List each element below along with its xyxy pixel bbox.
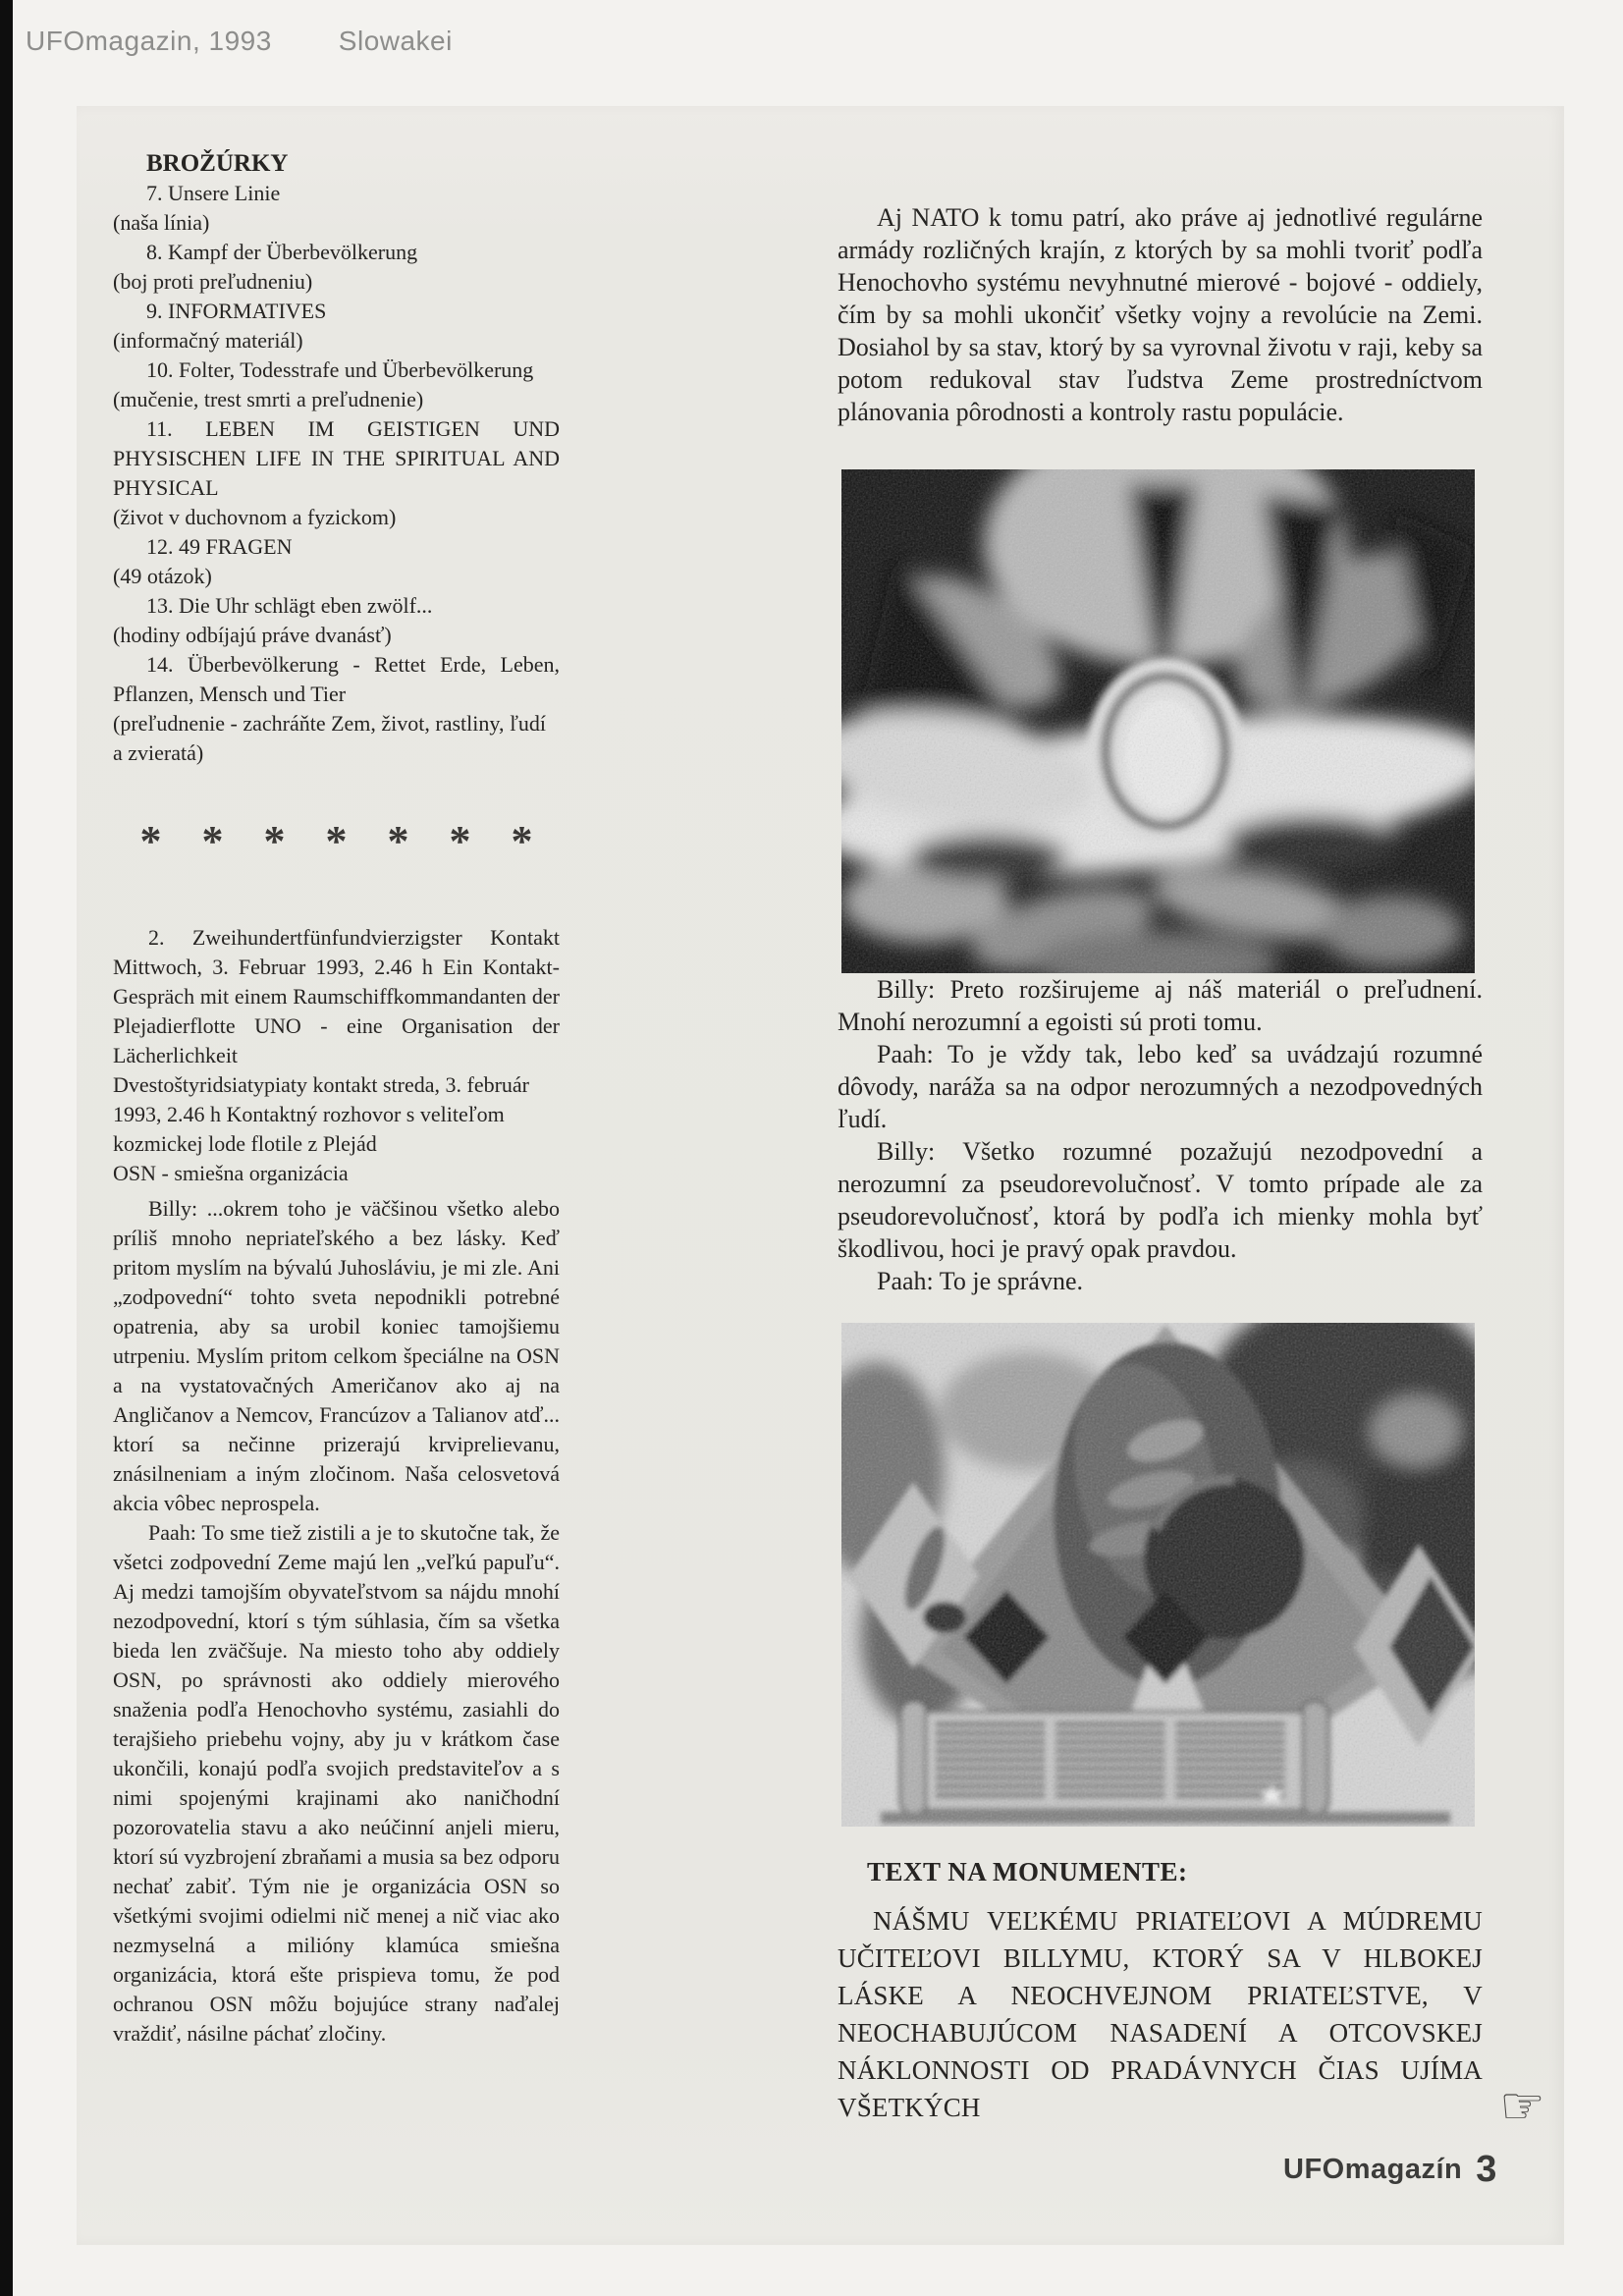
billy-paragraph: Billy: Preto rozširujeme aj náš materiál o preľudnení. Mnohí nerozumní a egoisti sú proti tomu. — [838, 975, 1483, 1036]
brochure-title: 8. Kampf der Überbevölkerung — [146, 240, 418, 264]
list-item — [113, 650, 560, 768]
brochure-title: 9. INFORMATIVES — [146, 299, 327, 323]
list-item — [113, 179, 560, 238]
brochure-list — [113, 179, 560, 768]
brochure-title: 14. Überbevölkerung - Rettet Erde, Leben, Pflanzen, Mensch und Tier — [113, 652, 560, 706]
footer-brand: UFOmagazín — [1283, 2154, 1463, 2185]
billy-paragraph: Billy: ...okrem toho je väčšinou všetko alebo príliš mnoho nepriateľského a bez lásky. Keď pritom myslím na bývalú Juhosláviu, je mi zle. Ani „zodpovední“ tohto sveta nepodnikli potrebné opatrenia, aby sa urobil koniec tamojšiemu utrpeniu. Myslím pritom celkom špeciálne na OSN a na vystatovačných Američanov ako aj na Angličanov a Nemcov, Francúzov a Talianov atď... ktorí sa nečinne prizerajú krviprelievanu, znásilneniam a iným zločinom. Naša celosvetová akcia vôbec neprospela. — [113, 1196, 560, 1515]
list-item — [113, 532, 560, 591]
page-footer — [1283, 2149, 1497, 2191]
paah-paragraph: Paah: To sme tiež zistili a je to skutočne tak, že všetci zodpovední Zeme majú len „veľkú papuľu“. Aj medzi tamojším obyvateľstvom sa nájdu mnohí nezodpovední, ktorí s tým súhlasia, čím sa všetka bieda len zväčšuje. Na miesto toho aby oddiely OSN, po správnosti ako oddiely mierového snaženia podľa Henochovho systému, zasiahli do terajšieho priebehu vojny, aby ju v krátkom čase ukončili, konajú podľa svojich predstaviteľov a s nimi spojenými krajinami ako naničhodní pozorovatelia stavu a ako neúčinní anjeli mieru, ktorí sú vyzbrojení zbraňami a musia sa bez odporu nechať zabiť. Tým nie je organizácia OSN so všetkými svojimi odielmi nič menej a nič viac ako nezmyselná a milióny klamúca smiešna organizácia, ktorá ešte prispieva tomu, že pod ochranou OSN môžu bojujúce strany naďalej vraždiť, násilne páchať zločiny. — [113, 1520, 560, 2046]
footer-page-number: 3 — [1476, 2149, 1497, 2190]
pointing-hand-icon: ☞ — [1499, 2077, 1545, 2136]
brochure-translation: (naša línia) — [113, 210, 210, 235]
brochure-translation: (život v duchovnom a fyzickom) — [113, 505, 397, 529]
paah-paragraph: Paah: To je vždy tak, lebo keď sa uvádzajú rozumné dôvody, naráža sa na odpor nerozumných a nezodpovedných ľudí. — [838, 1040, 1483, 1133]
brochure-translation: (informačný materiál) — [113, 328, 303, 353]
brochure-translation: (mučenie, trest smrti a preľudnenie) — [113, 387, 424, 411]
contact-report-intro-sk: Dvestoštyridsiatypiaty kontakt streda, 3. február 1993, 2.46 h Kontaktný rozhovor s veliteľom kozmickej lode flotile z Plejád — [113, 1072, 530, 1156]
monument-inscription — [838, 1902, 1545, 2136]
brochure-title: 7. Unsere Linie — [146, 181, 281, 205]
magazine-country: Slowakei — [338, 26, 453, 56]
monument-photo — [841, 1323, 1475, 1827]
right-column — [838, 201, 1545, 2136]
monument-photo-art — [841, 1323, 1475, 1827]
brochure-title: 11. LEBEN IM GEISTIGEN UND PHYSISCHEN LIFE IN THE SPIRITUAL AND PHYSICAL — [113, 416, 560, 500]
brochure-translation: (boj proti preľudneniu) — [113, 269, 313, 294]
asterisk-separator: * * * * * * * — [139, 817, 533, 865]
list-item — [113, 355, 560, 414]
nato-paragraph: Aj NATO k tomu patrí, ako práve aj jednotlivé regulárne armády rozličných krajín, z ktorých by sa mohli tvoriť podľa Henochovho systému nevyhnutné mierové - bojové - oddiely, čím by sa mohli ukončiť všetky vojny a revolúcie na Zemi. Dosiahol by sa stav, ktorý by sa vyrovnal životu v raji, keby sa potom redukoval stav ľudstva Zeme prostredníctvom plánovania pôrodnosti a kontroly rastu populácie. — [838, 203, 1483, 426]
osn-line: OSN - smiešna organizácia — [113, 1161, 349, 1185]
list-item — [113, 414, 560, 532]
list-item — [113, 591, 560, 650]
billy-paragraph: Billy: Všetko rozumné pozažujú nezodpovední a nerozumní za pseudorevolučnosť. V tomto prípade ale za pseudorevolučnosť, ktorá by podľa ich mienky mohla byť škodlivou, hoci je pravý opak pravdou. — [838, 1137, 1483, 1263]
magazine-page — [77, 106, 1564, 2245]
contact-report-intro-de: 2. Zweihundertfünfundvierzigster Kontakt Mittwoch, 3. Februar 1993, 2.46 h Ein Kontakt-Gespräch mit einem Raumschiffkommandanten der Plejadierflotte UNO - eine Organisation der Lächerlichkeit — [113, 925, 560, 1067]
scan-edge-strip — [0, 0, 13, 2296]
left-column — [113, 149, 560, 2049]
monument-inscription-text: NÁŠMU VEĽKÉMU PRIATEĽOVI A MÚDREMU UČITEĽOVI BILLYMU, KTORÝ SA V HLBOKEJ LÁSKE A NEOCHVEJNOM PRIATEĽSTVE, V NEOCHABUJÚCOM NASADENÍ A OTCOVSKEJ NÁKLONNOSTI OD PRADÁVNYCH ČIAS UJÍMA VŠETKÝCH — [838, 1906, 1483, 2122]
scan-header — [26, 26, 453, 57]
brochure-title: 10. Folter, Todesstrafe und Überbevölkerung — [146, 357, 534, 382]
magazine-title: UFOmagazin, 1993 — [26, 26, 272, 56]
brochure-translation: (49 otázok) — [113, 564, 212, 588]
brochures-heading: BROŽÚRKY — [146, 150, 289, 177]
brochure-translation: (preľudnenie - zachráňte Zem, život, rastliny, ľudí a zvieratá) — [113, 711, 546, 765]
brochure-title: 13. Die Uhr schlägt eben zwölf... — [146, 593, 433, 618]
monument-text-heading: TEXT NA MONUMENTE: — [867, 1857, 1188, 1886]
list-item — [113, 238, 560, 297]
brochure-title: 12. 49 FRAGEN — [146, 534, 293, 559]
paah-paragraph: Paah: To je správne. — [877, 1267, 1083, 1295]
ultrasound-photo-art — [841, 469, 1475, 973]
brochure-translation: (hodiny odbíjajú práve dvanásť) — [113, 623, 392, 647]
ultrasound-photo — [841, 469, 1475, 973]
list-item — [113, 297, 560, 355]
